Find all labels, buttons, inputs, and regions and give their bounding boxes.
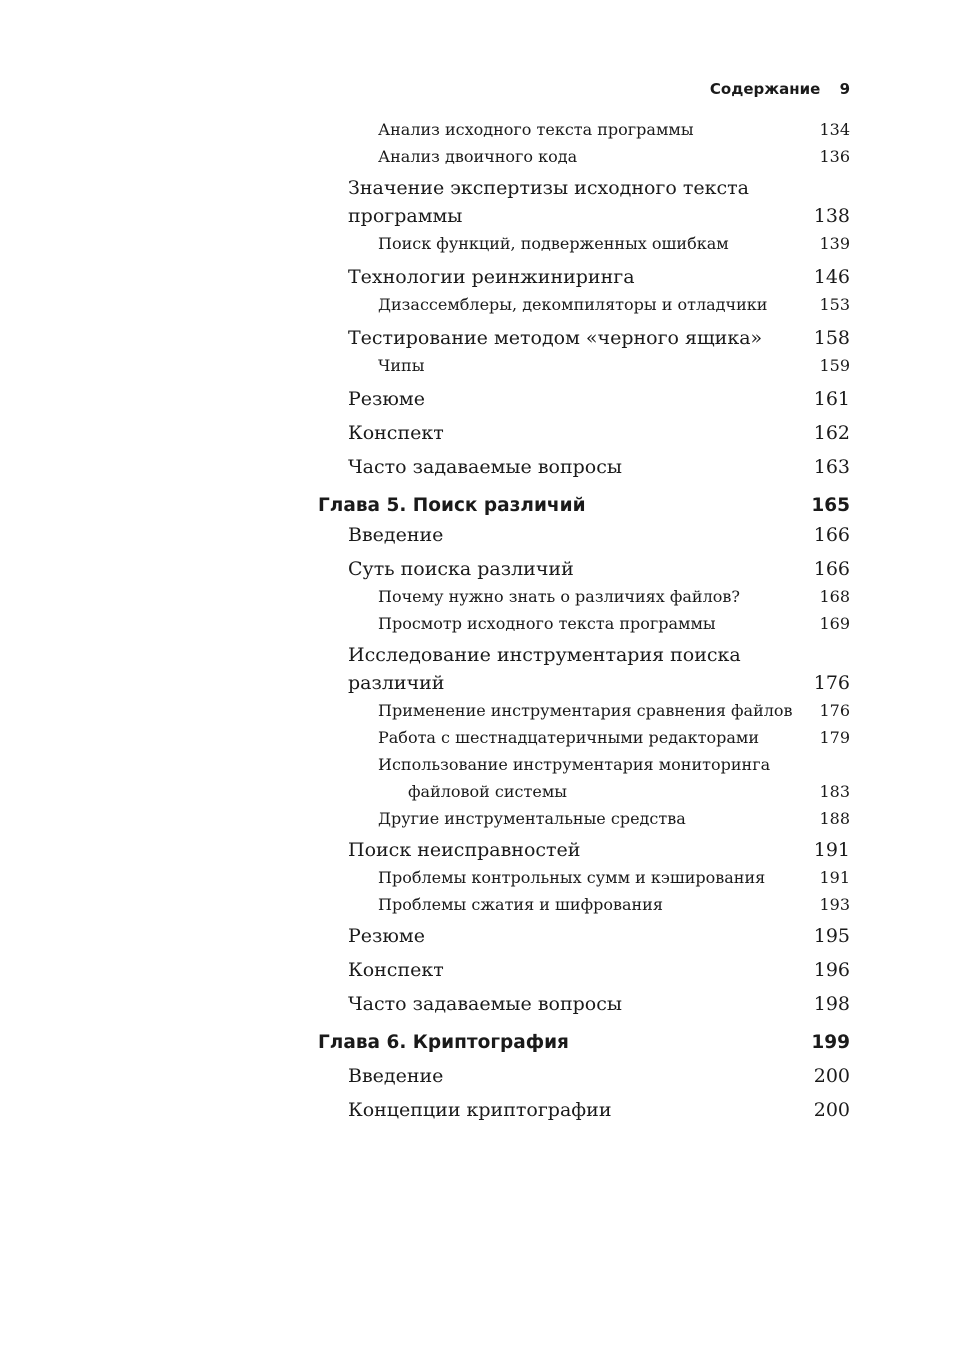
- toc-chapter[interactable]: [318, 491, 850, 521]
- toc-entry-title: Суть поиска различий: [348, 558, 574, 580]
- toc-entry[interactable]: [348, 990, 850, 1018]
- toc-entry-page: 176: [819, 701, 850, 720]
- toc-entry[interactable]: [348, 419, 850, 447]
- toc-entry[interactable]: [378, 583, 850, 610]
- toc-entry-title: Поиск неисправностей: [348, 839, 581, 861]
- toc-entry-page: 146: [813, 266, 850, 288]
- table-of-contents: [318, 116, 850, 1124]
- toc-entry-page: 169: [819, 614, 850, 633]
- toc-entry[interactable]: [348, 1062, 850, 1090]
- toc-entry-page: 166: [813, 524, 850, 546]
- toc-entry-page: 159: [819, 356, 850, 375]
- toc-entry-title: Технологии реинжиниринга: [348, 266, 635, 288]
- toc-chapter-title: Глава 6. Криптография: [318, 1032, 569, 1053]
- toc-entry-title: Поиск функций, подверженных ошибкам: [378, 234, 729, 253]
- toc-entry[interactable]: [348, 922, 850, 950]
- toc-entry-title: Другие инструментальные средства: [378, 809, 686, 828]
- toc-entry[interactable]: [348, 836, 850, 864]
- toc-entry-page: 191: [819, 868, 850, 887]
- toc-entry-title: Использование инструментария мониторинга файловой системы: [378, 755, 771, 801]
- toc-entry-title: Концепции криптографии: [348, 1099, 612, 1121]
- toc-entry-page: 183: [819, 782, 850, 801]
- toc-entry-title: Резюме: [348, 388, 425, 410]
- toc-chapter[interactable]: [318, 1028, 850, 1058]
- toc-entry-page: 161: [813, 388, 850, 410]
- toc-entry-title: Работа с шестнадцатеричными редакторами: [378, 728, 760, 747]
- toc-entry-title: Чипы: [378, 356, 425, 375]
- toc-entry-page: 195: [813, 925, 850, 947]
- toc-entry[interactable]: [378, 805, 850, 832]
- running-header: [710, 80, 850, 98]
- toc-entry-title: Введение: [348, 524, 444, 546]
- toc-entry[interactable]: [348, 385, 850, 413]
- toc-entry-title: Часто задаваемые вопросы: [348, 993, 622, 1015]
- toc-chapter-title: Глава 5. Поиск различий: [318, 495, 586, 516]
- toc-entry[interactable]: [348, 1096, 850, 1124]
- toc-entry-title: Анализ исходного текста программы: [378, 120, 694, 139]
- toc-entry-page: 166: [813, 558, 850, 580]
- toc-entry[interactable]: [378, 143, 850, 170]
- header-page-number: 9: [839, 80, 850, 98]
- toc-entry[interactable]: [348, 263, 850, 291]
- toc-entry-title: Просмотр исходного текста программы: [378, 614, 716, 633]
- toc-entry-page: 153: [819, 295, 850, 314]
- toc-entry-title: Тестирование методом «черного ящика»: [348, 327, 763, 349]
- toc-entry-title: Проблемы сжатия и шифрования: [378, 895, 663, 914]
- toc-entry-title: Анализ двоичного кода: [378, 147, 578, 166]
- toc-entry[interactable]: [348, 555, 850, 583]
- toc-entry[interactable]: [378, 291, 850, 318]
- toc-entry-page: 162: [813, 422, 850, 444]
- toc-entry-page: 191: [813, 839, 850, 861]
- toc-entry-title: Конспект: [348, 422, 444, 444]
- toc-entry-title: Часто задаваемые вопросы: [348, 456, 622, 478]
- toc-entry-title: Конспект: [348, 959, 444, 981]
- toc-entry-page: 196: [813, 959, 850, 981]
- toc-entry-page: 158: [813, 327, 850, 349]
- toc-entry[interactable]: [378, 116, 850, 143]
- toc-entry-page: 193: [819, 895, 850, 914]
- toc-entry[interactable]: [378, 697, 850, 724]
- toc-entry-title: Значение экспертизы исходного текста программы: [348, 177, 749, 227]
- toc-entry-title: Дизассемблеры, декомпиляторы и отладчики: [378, 295, 768, 314]
- toc-entry-page: 176: [813, 672, 850, 694]
- toc-entry-page: 136: [819, 147, 850, 166]
- toc-entry-page: 138: [813, 205, 850, 227]
- toc-entry[interactable]: [378, 610, 850, 637]
- toc-entry-page: 134: [819, 120, 850, 139]
- toc-entry-title: Применение инструментария сравнения файлов: [378, 701, 793, 720]
- toc-entry[interactable]: [348, 521, 850, 549]
- toc-entry[interactable]: [378, 352, 850, 379]
- toc-entry-title: Резюме: [348, 925, 425, 947]
- toc-entry[interactable]: [378, 230, 850, 257]
- toc-entry-page: 198: [813, 993, 850, 1015]
- toc-chapter-page: 165: [811, 495, 850, 516]
- toc-entry[interactable]: [378, 891, 850, 918]
- toc-entry[interactable]: [348, 324, 850, 352]
- toc-entry-page: 179: [819, 728, 850, 747]
- toc-entry-page: 139: [819, 234, 850, 253]
- toc-entry-page: 163: [813, 456, 850, 478]
- toc-entry-title: Проблемы контрольных сумм и кэширования: [378, 868, 766, 887]
- toc-entry[interactable]: [378, 724, 850, 751]
- toc-entry-title: Исследование инструментария поиска различий: [348, 644, 741, 694]
- toc-chapter-page: 199: [811, 1032, 850, 1053]
- toc-entry-page: 200: [813, 1099, 850, 1121]
- toc-entry[interactable]: [348, 453, 850, 481]
- toc-entry-page: 200: [813, 1065, 850, 1087]
- toc-entry[interactable]: [348, 956, 850, 984]
- toc-entry[interactable]: [348, 174, 850, 230]
- toc-entry-title: Почему нужно знать о различиях файлов?: [378, 587, 740, 606]
- toc-entry[interactable]: [348, 641, 850, 697]
- header-section-title: Содержание: [709, 80, 821, 98]
- toc-entry[interactable]: [378, 751, 850, 805]
- toc-entry-page: 168: [819, 587, 850, 606]
- toc-entry-title: Введение: [348, 1065, 444, 1087]
- toc-entry-page: 188: [819, 809, 850, 828]
- toc-entry[interactable]: [378, 864, 850, 891]
